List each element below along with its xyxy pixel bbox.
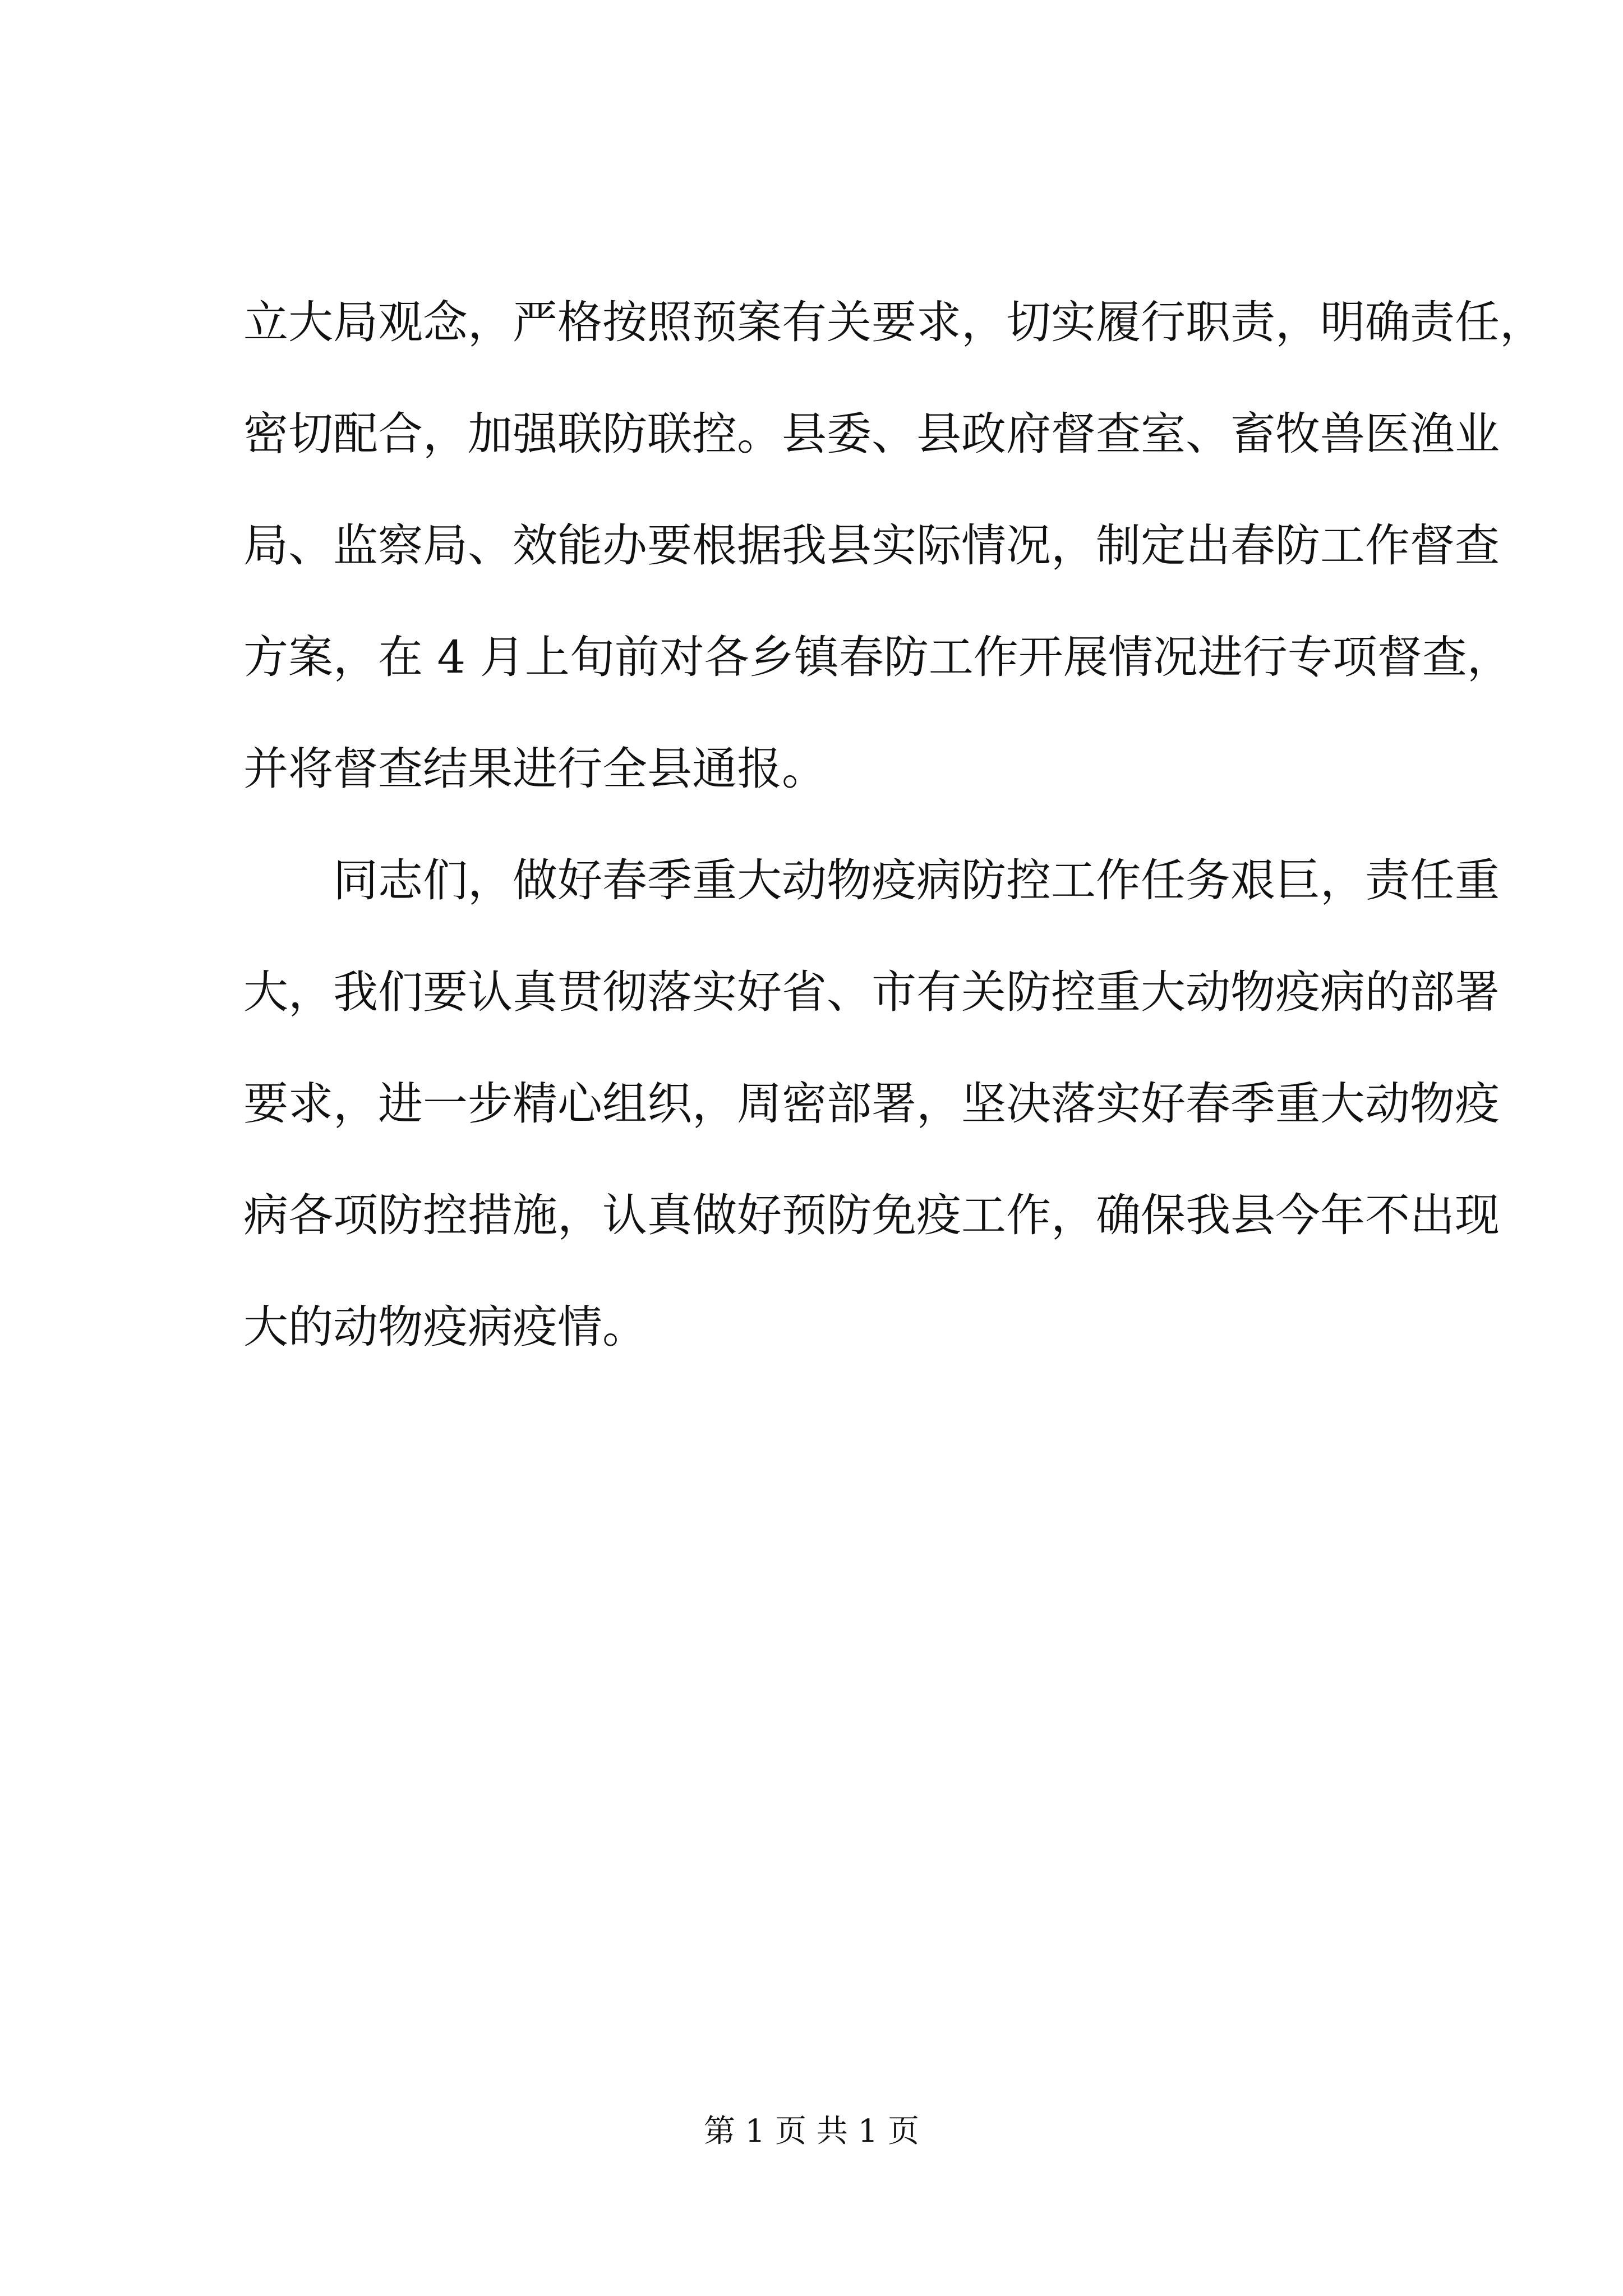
text-line: 并将督查结果进行全县通报。 [243,743,827,795]
text-line: 病各项防控措施，认真做好预防免疫工作，确保我县今年不出现 [243,1189,1500,1241]
text-line: 局、监察局、效能办要根据我县实际情况，制定出春防工作督查 [243,519,1500,572]
text-line: 方案，在 4 月上旬前对各乡镇春防工作开展情况进行专项督查， [243,631,1512,683]
text-line: 同志们，做好春季重大动物疫病防控工作任务艰巨，责任重 [333,854,1500,907]
body-text [243,266,1544,1383]
text-line: 密切配合，加强联防联控。县委、县政府督查室、畜牧兽医渔业 [243,408,1500,460]
text-line: 大，我们要认真贯彻落实好省、市有关防控重大动物疫病的部署 [243,966,1500,1018]
text-line: 立大局观念，严格按照预案有关要求，切实履行职责，明确责任， [243,296,1544,348]
text-line: 要求，进一步精心组织，周密部署，坚决落实好春季重大动物疫 [243,1078,1500,1130]
page-footer: 第 1 页 共 1 页 [703,2113,920,2150]
text-line: 大的动物疫病疫情。 [243,1301,647,1353]
